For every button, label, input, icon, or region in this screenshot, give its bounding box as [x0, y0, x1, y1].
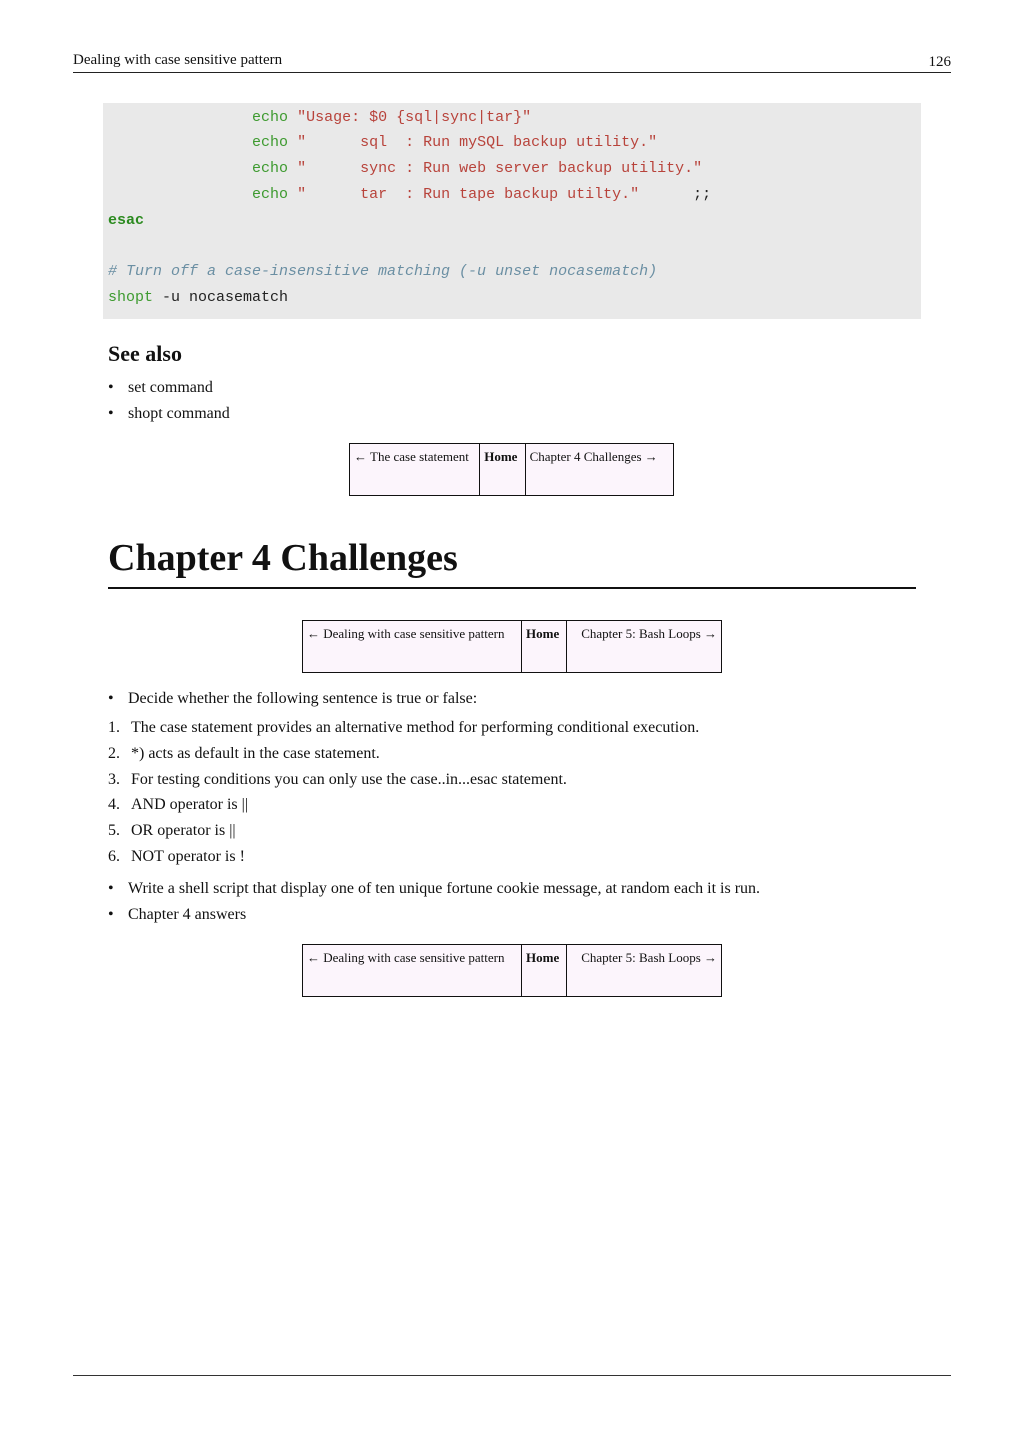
- nav-prev-link[interactable]: ← The case statement: [350, 444, 480, 496]
- code-command: echo: [252, 109, 289, 126]
- nav-next-link[interactable]: Chapter 5: Bash Loops →: [567, 621, 722, 673]
- page-number: 126: [928, 54, 951, 70]
- question-item: [108, 820, 699, 846]
- challenge-intro-list: [108, 688, 477, 714]
- code-line: [108, 211, 144, 231]
- question-number: 1.: [108, 719, 120, 736]
- chapter-title: Chapter 4 Challenges: [108, 536, 916, 589]
- running-title: Dealing with case sensitive pattern: [73, 52, 283, 68]
- question-list: [108, 717, 699, 872]
- nav-home-link[interactable]: Home: [522, 621, 567, 673]
- see-also-heading: See also: [108, 341, 182, 366]
- nav-prev-link[interactable]: ← Dealing with case sensitive pattern: [303, 621, 522, 673]
- code-command: echo: [252, 134, 289, 151]
- question-number: 5.: [108, 822, 120, 840]
- code-command: echo: [252, 160, 289, 177]
- question-text: OR operator is ||: [131, 822, 236, 840]
- question-text: For testing conditions you can only use the case..in...esac statement.: [131, 770, 567, 788]
- question-number: 2.: [108, 744, 120, 762]
- code-command: echo: [252, 186, 289, 203]
- question-number: 4.: [108, 796, 120, 814]
- question-item: [108, 769, 699, 795]
- nav-home-link[interactable]: Home: [480, 444, 525, 496]
- nav-next-link[interactable]: Chapter 4 Challenges →: [525, 444, 673, 496]
- question-text: *) acts as default in the case statement.: [131, 744, 380, 762]
- code-line: [108, 108, 531, 128]
- code-keyword: esac: [108, 212, 145, 229]
- question-number: 3.: [108, 770, 120, 788]
- question-number: 6.: [108, 847, 120, 865]
- see-also-list: [108, 377, 230, 429]
- nav-home-link[interactable]: Home: [522, 945, 567, 997]
- code-block: [103, 103, 921, 319]
- code-comment: # Turn off a case-insensitive matching (-u unset nocasematch): [108, 263, 658, 280]
- code-punctuation: ;;: [693, 186, 712, 203]
- question-item: [108, 717, 699, 743]
- code-line: [108, 133, 657, 153]
- nav-prev-link[interactable]: ← Dealing with case sensitive pattern: [303, 945, 522, 997]
- question-text: The case statement provides an alternative method for performing conditional execution.: [131, 719, 700, 736]
- page-header: [73, 50, 951, 73]
- code-string: " sql : Run mySQL backup utility.": [297, 134, 658, 151]
- code-line: [108, 262, 657, 282]
- code-line: [108, 288, 288, 308]
- code-arguments: -u nocasematch: [162, 289, 289, 306]
- see-also-link-set-command[interactable]: • set command: [108, 377, 230, 403]
- task-list: [108, 878, 760, 930]
- nav-table-bottom: [302, 944, 722, 997]
- nav-table-top: [349, 443, 674, 496]
- code-line: [108, 159, 702, 179]
- footer-divider: [73, 1375, 951, 1376]
- code-string: " sync : Run web server backup utility.": [297, 160, 703, 177]
- question-text: AND operator is ||: [131, 796, 249, 814]
- task-item-fortune-script: • Write a shell script that display one of ten unique fortune cookie message, at random each it is run.: [108, 878, 760, 904]
- question-item: [108, 846, 699, 872]
- challenge-intro: • Decide whether the following sentence is true or false:: [108, 688, 477, 714]
- code-string: " tar : Run tape backup utilty.": [297, 186, 640, 203]
- nav-next-link[interactable]: Chapter 5: Bash Loops →: [567, 945, 722, 997]
- question-item: [108, 794, 699, 820]
- question-text: NOT operator is !: [131, 847, 245, 865]
- task-link-chapter-4-answers[interactable]: • Chapter 4 answers: [108, 904, 760, 930]
- nav-table-middle: [302, 620, 722, 673]
- code-line: [108, 185, 711, 205]
- see-also-link-shopt-command[interactable]: • shopt command: [108, 403, 230, 429]
- code-string: "Usage: $0 {sql|sync|tar}": [297, 109, 532, 126]
- question-item: [108, 743, 699, 769]
- code-command: shopt: [108, 289, 154, 306]
